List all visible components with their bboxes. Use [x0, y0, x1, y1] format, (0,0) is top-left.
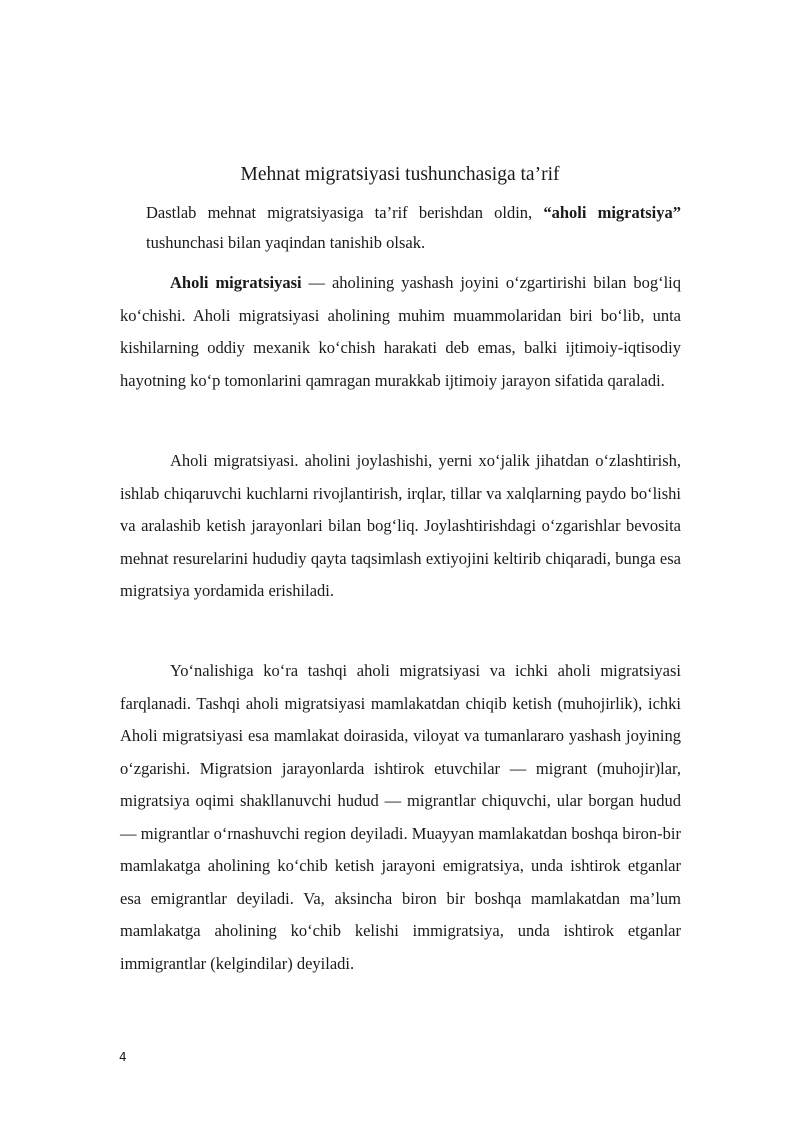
- paragraph-joylashish: Aholi migratsiyasi. aholini joylashishi, yerni xo‘jalik jihatdan o‘zlashtirish, ishlab chiqaruvchi kuchlarni rivojlantirish, irqlar, tillar va xalqlarning paydo bo‘lishi va aralashib ketish jarayonlari bilan bog‘liq. Joylashtirishdagi o‘zgarishlar bevosita mehnat resurelarini hududiy qayta taqsimlash extiyojini keltirib chiqaradi, bunga esa migratsiya yordamida erishiladi.: [120, 451, 681, 600]
- paragraph-1-text: — aholining yashash joyini o‘zgartirishi bilan bog‘liq ko‘chishi. Aholi migratsiyasi aholining muhim muammolaridan biri bo‘lib, unta kishilarning oddiy mexanik ko‘chish harakati deb emas, balki ijtimoiy-iqtisodiy hayotning ko‘p tomonlarini qamragan murakkab ijtimoiy jarayon sifatida qaraladi.: [120, 273, 681, 390]
- paragraph-1-bold-term: Aholi migratsiyasi: [170, 273, 302, 292]
- page-title: Mehnat migratsiyasi tushunchasiga ta’rif: [240, 164, 560, 185]
- intro-text-before: Dastlab mehnat migratsiyasiga ta’rif berishdan oldin,: [146, 203, 544, 222]
- intro-bold-term: “aholi migratsiya”: [543, 203, 681, 222]
- intro-paragraph: [146, 198, 681, 258]
- intro-text-after: tushunchasi bilan yaqindan tanishib olsak.: [146, 233, 426, 252]
- page-number: 4: [119, 1050, 127, 1064]
- paragraph-aholi-migratsiyasi: [120, 267, 681, 397]
- paragraph-yonalish: Yo‘nalishiga ko‘ra tashqi aholi migratsiyasi va ichki aholi migratsiyasi farqlanadi. Tashqi aholi migratsiyasi mamlakatdan chiqib ketish (muhojirlik), ichki Aholi migratsiyasi esa mamlakat doirasida, viloyat va tumanlararo yashash joyining o‘zgarishi. Migratsion jarayonlarda ishtirok etuvchilar — migrant (muhojir)lar, migratsiya oqimi shakllanuvchi hudud — migrantlar chiquvchi, ular borgan hudud — migrantlar o‘rnashuvchi region deyiladi. Muayyan mamlakatdan boshqa biron-bir mamlakatga aholining ko‘chib ketish jarayoni emigratsiya, unda ishtirok etganlar esa emigrantlar deyiladi. Va, aksincha biron bir boshqa mamlakatdan ma’lum mamlakatga aholining ko‘chib kelishi immigratsiya, unda ishtirok etganlar immigrantlar (kelgindilar) deyiladi.: [120, 661, 681, 973]
